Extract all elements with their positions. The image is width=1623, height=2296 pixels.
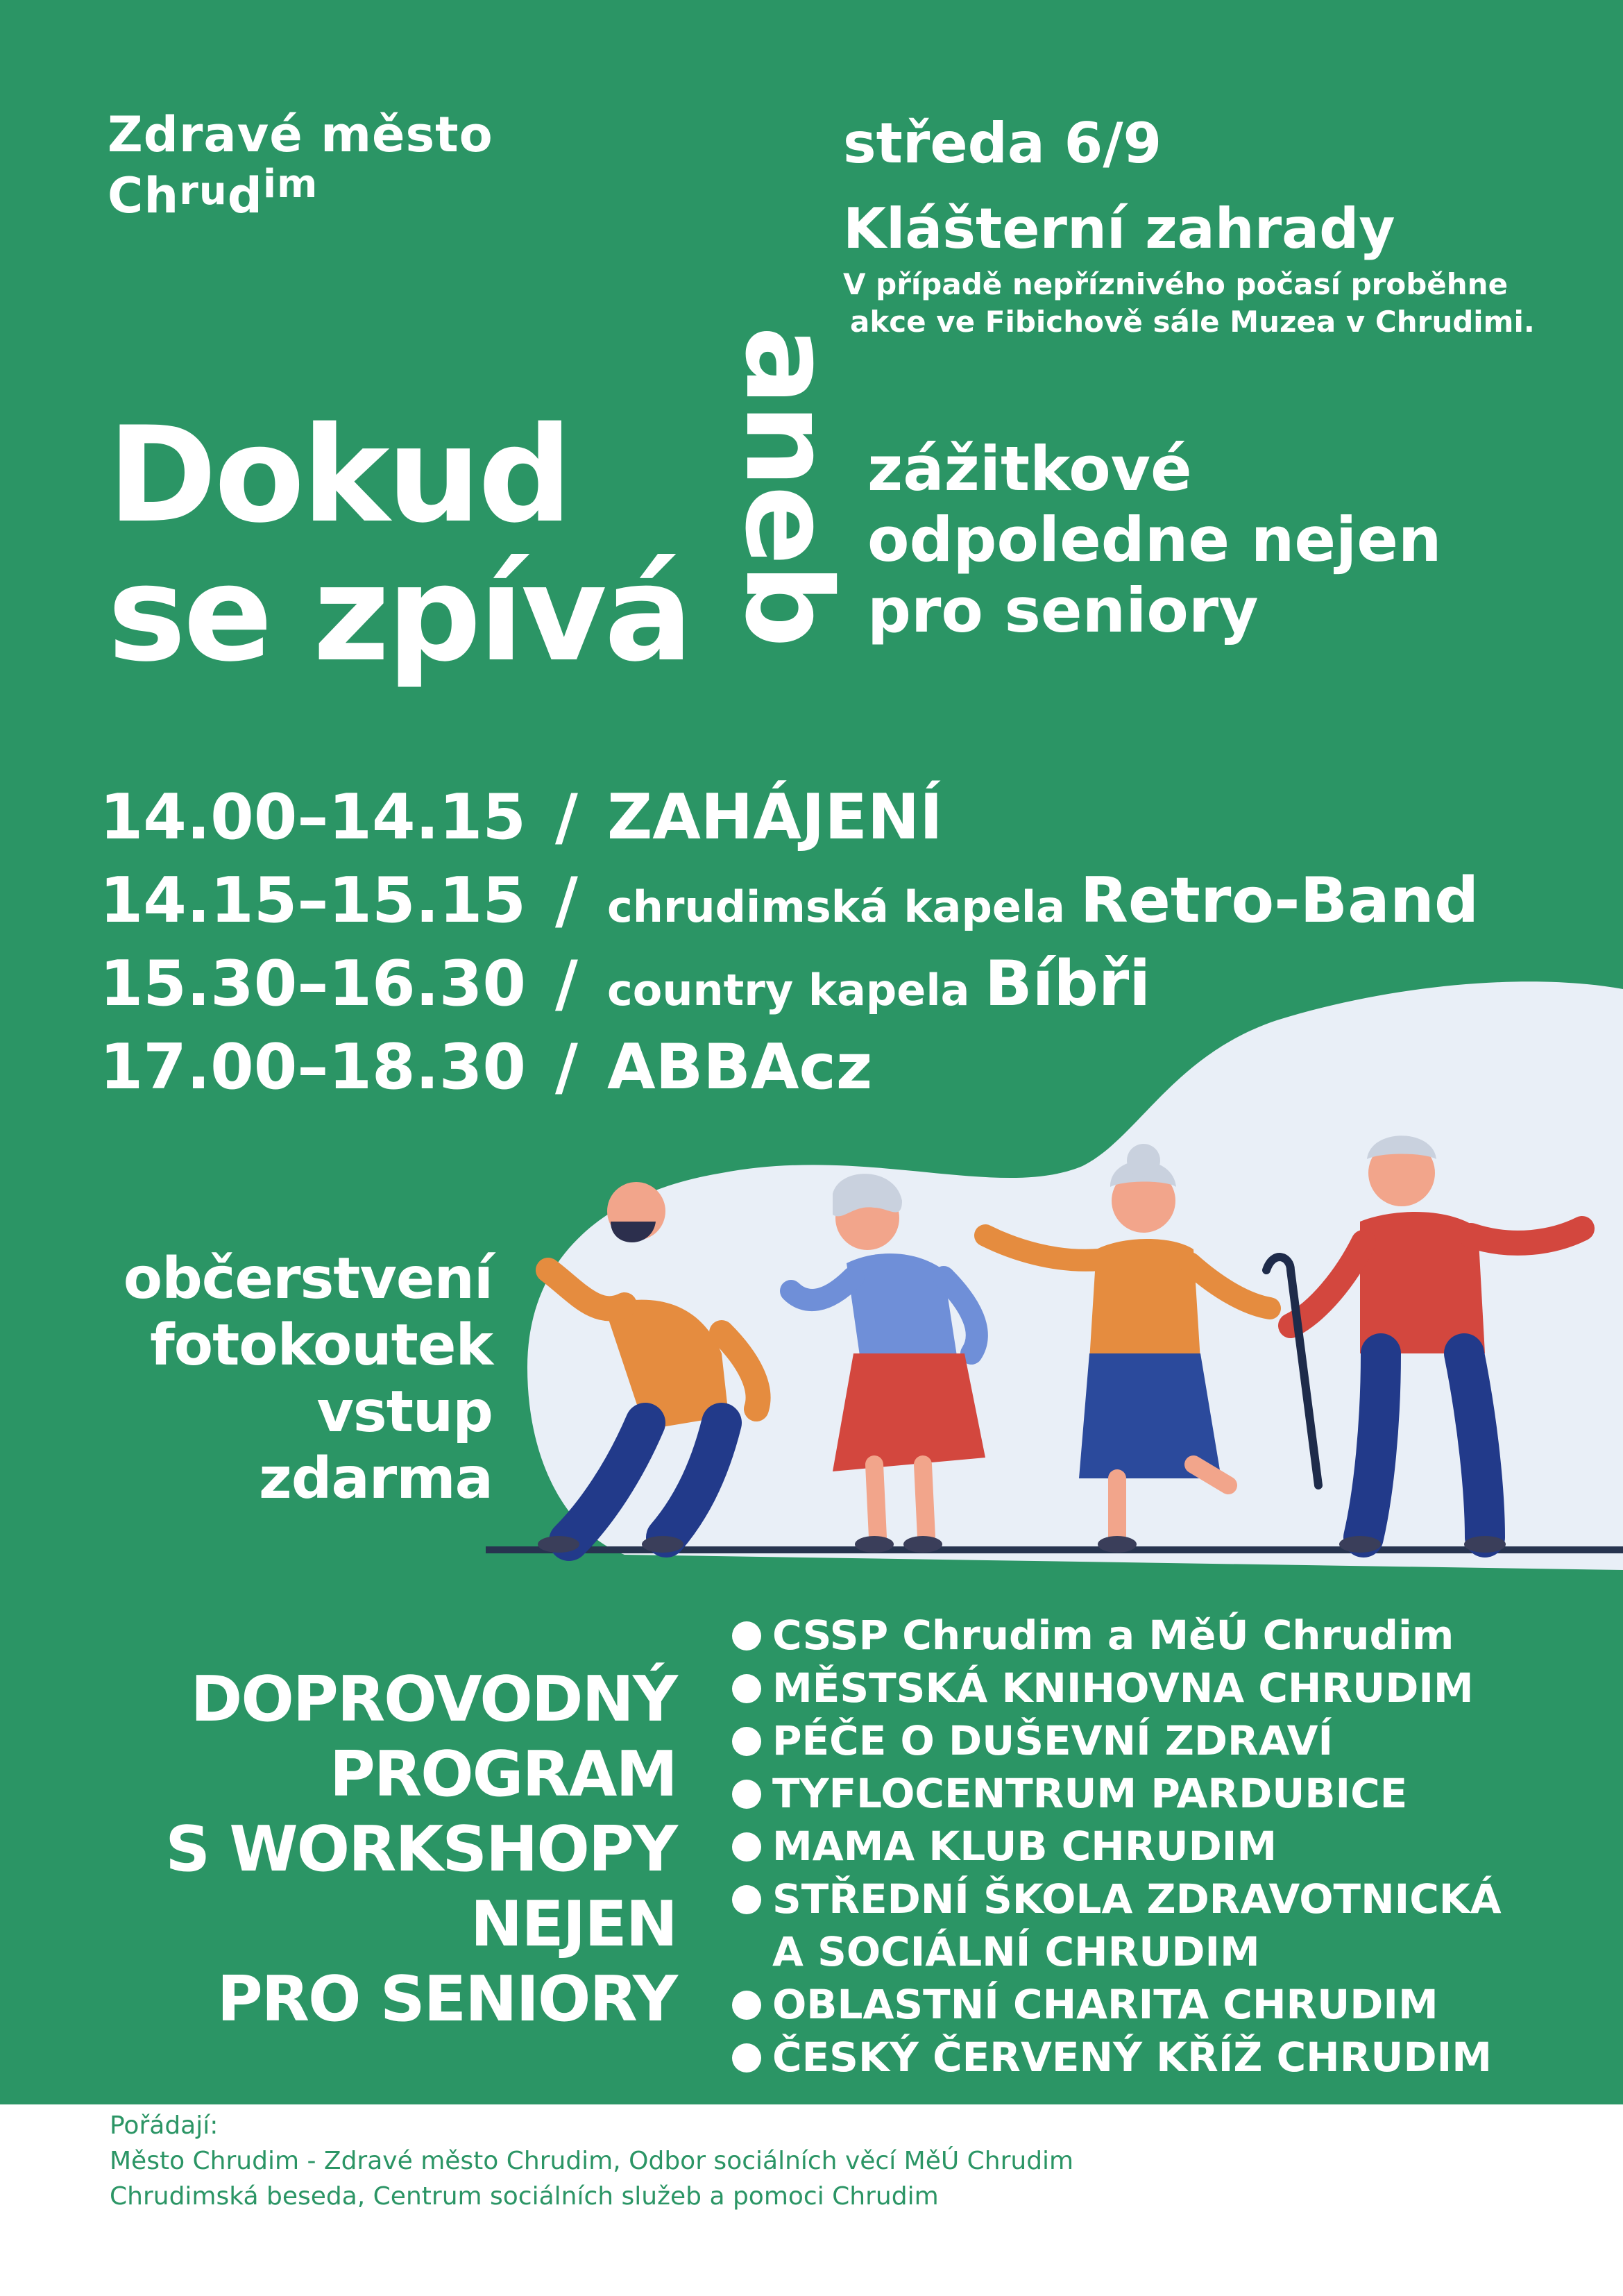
- partner-name: STŘEDNÍ ŠKOLA ZDRAVOTNICKÁ: [772, 1875, 1502, 1923]
- list-item-continuation: [732, 1925, 1502, 1978]
- list-item: [732, 1820, 1502, 1873]
- partner-name: OBLASTNÍ CHARITA CHRUDIM: [772, 1981, 1438, 2028]
- perk-item: zdarma: [259, 1446, 493, 1512]
- perk-item: vstup: [316, 1379, 493, 1445]
- logo-line2: [108, 162, 493, 230]
- activity-main: ABBAcz: [607, 1031, 873, 1104]
- organizers-line2: Chrudimská beseda, Centrum sociálních služeb a pomoci Chrudim: [110, 2182, 939, 2211]
- subtitle-line2: odpoledne nejen: [867, 504, 1442, 575]
- list-item: [732, 1609, 1502, 1662]
- logo-line1: Zdravé město: [108, 106, 493, 163]
- bullet-icon: [732, 1621, 761, 1651]
- activity-prefix: chrudimská kapela: [607, 881, 1080, 932]
- partner-name: PÉČE O DUŠEVNÍ ZDRAVÍ: [772, 1717, 1334, 1764]
- perk-item: občerstvení: [123, 1246, 493, 1312]
- zdrave-mesto-logo: [108, 104, 493, 230]
- list-item: [732, 1873, 1502, 1925]
- bullet-icon: [732, 1991, 761, 2020]
- list-item: [732, 1714, 1502, 1767]
- weather-note-line2: akce ve Fibichově sále Muzea v Chrudimi.: [850, 305, 1535, 339]
- activity-prefix: country kapela: [607, 965, 985, 1015]
- partner-name: ČESKÝ ČERVENÝ KŘÍŽ CHRUDIM: [772, 2034, 1492, 2081]
- title-line2: se zpívá: [108, 537, 690, 691]
- organizers-line1: Město Chrudim - Zdravé město Chrudim, Odbor sociálních věcí MěÚ Chrudim: [110, 2147, 1074, 2175]
- title-line1: Dokud: [108, 398, 570, 552]
- perks-list: [0, 1246, 493, 1512]
- schedule-slash: /: [555, 864, 578, 937]
- logo-ru: ru: [179, 169, 228, 214]
- bullet-icon: [732, 1832, 761, 1862]
- main-title: [108, 398, 690, 691]
- partner-name: MAMA KLUB CHRUDIM: [772, 1823, 1277, 1870]
- schedule-time: 17.00–18.30: [99, 1031, 526, 1104]
- program-line: DOPROVODNÝ: [190, 1663, 677, 1736]
- bullet-icon: [732, 2043, 761, 2073]
- schedule-activity: [607, 947, 1150, 1020]
- logo-im: im: [262, 162, 318, 207]
- aneb-text: aneb: [719, 326, 856, 646]
- event-place: Klášterní zahrady: [843, 196, 1395, 261]
- list-item: [732, 1662, 1502, 1714]
- schedule-activity: [607, 781, 943, 854]
- activity-main: Retro-Band: [1080, 864, 1479, 937]
- schedule-slash: /: [555, 1031, 578, 1104]
- bullet-icon: [732, 1727, 761, 1756]
- subtitle: [867, 434, 1442, 646]
- program-line: S WORKSHOPY: [165, 1813, 677, 1886]
- list-item: [732, 1978, 1502, 2031]
- event-date: středa 6/9: [843, 111, 1162, 176]
- program-line: NEJEN: [470, 1888, 677, 1961]
- organizers-heading: Pořádají:: [110, 2111, 219, 2140]
- partner-name: TYFLOCENTRUM PARDUBICE: [772, 1770, 1408, 1817]
- perk-item: fotokoutek: [150, 1312, 493, 1378]
- activity-main: Bíbři: [985, 947, 1151, 1020]
- activity-main: ZAHÁJENÍ: [607, 781, 943, 854]
- bullet-icon: [732, 1780, 761, 1809]
- weather-note-line1: V případě nepříznivého počasí proběhne: [843, 267, 1509, 301]
- schedule-activity: [607, 1031, 872, 1104]
- bullet-icon: [732, 1885, 761, 1914]
- subtitle-line1: zážitkové: [867, 433, 1192, 505]
- list-item: [732, 2031, 1502, 2084]
- partners-list: [732, 1609, 1502, 2084]
- schedule-time: 14.00–14.15: [99, 781, 526, 854]
- schedule-time: 15.30–16.30: [99, 947, 526, 1020]
- partner-name: MĚSTSKÁ KNIHOVNA CHRUDIM: [772, 1664, 1474, 1712]
- bullet-icon: [732, 1674, 761, 1703]
- schedule-slash: /: [555, 781, 578, 854]
- aneb-rotated: [719, 312, 856, 659]
- footer: [0, 2104, 1623, 2296]
- list-item: [732, 1767, 1502, 1820]
- logo-d: d: [227, 167, 263, 224]
- partner-name: A SOCIÁLNÍ CHRUDIM: [772, 1928, 1260, 1975]
- accompanying-program-heading: [0, 1662, 677, 2037]
- weather-note: [843, 266, 1535, 341]
- schedule-activity: [607, 864, 1479, 937]
- program-line: PROGRAM: [329, 1738, 677, 1811]
- partner-name: CSSP Chrudim a MěÚ Chrudim: [772, 1612, 1454, 1659]
- schedule-time: 14.15–15.15: [99, 864, 526, 937]
- program-line: PRO SENIORY: [216, 1963, 677, 2036]
- schedule-slash: /: [555, 947, 578, 1020]
- subtitle-line3: pro seniory: [867, 575, 1259, 646]
- logo-ch: Ch: [108, 167, 180, 224]
